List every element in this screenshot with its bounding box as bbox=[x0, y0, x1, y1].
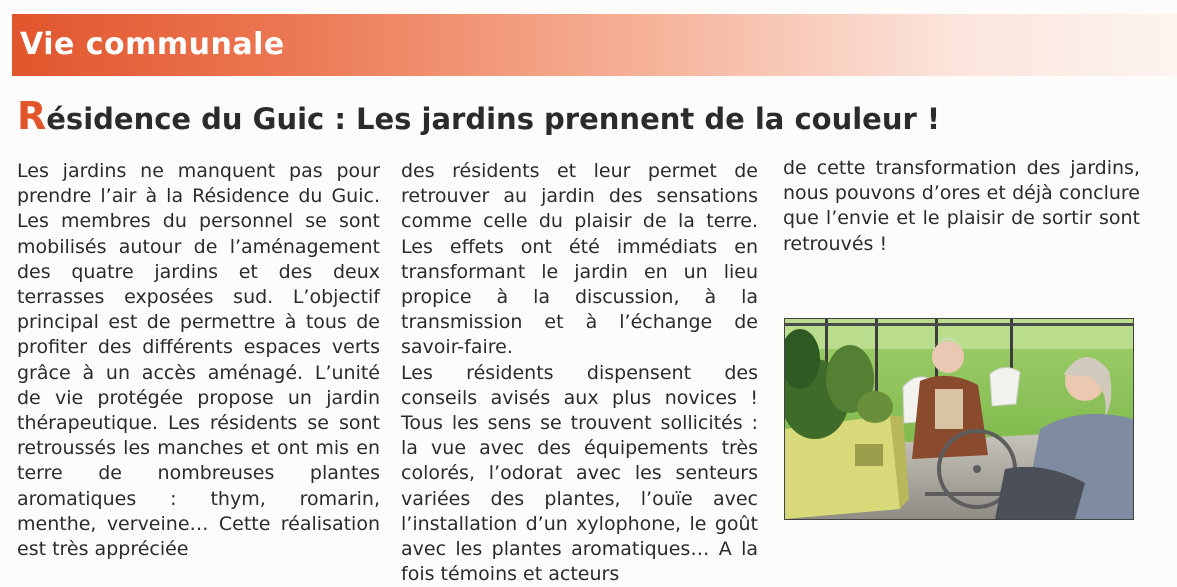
garden-residents-photo bbox=[784, 318, 1134, 520]
headline-drop-letter: R bbox=[17, 94, 47, 138]
article-paragraph: Les résidents dispensent des conseils avisés aux plus novices ! Tous les sens se trouvent sollicités : la vue avec des équipements très colorés, l’odorat avec les senteurs variées des plantes, l’ouïe avec l’installation d’un xylophone, le goût avec les plantes aromatiques… A la fois témoins et acteurs bbox=[401, 361, 758, 586]
article-headline bbox=[17, 94, 940, 138]
article-paragraph: Les jardins ne manquent pas pour prendre l’air à la Résidence du Guic. Les membres du personnel se sont mobilisés autour de l’aménagement des quatre jardins et des deux terrasses exposées sud. L’objectif principal est de permettre à tous de profiter des différents espaces verts grâce à un accès aménagé. L’unité de vie protégée propose un jardin thérapeutique. Les résidents se sont retroussés les manches et ont mis en terre de nombreuses plantes aromatiques : thym, romarin, menthe, verveine… Cette réalisation est très appréciée bbox=[17, 160, 380, 561]
section-header-bar bbox=[12, 14, 1177, 76]
article-column-3 bbox=[783, 156, 1140, 257]
headline-text: ésidence du Guic : Les jardins prennent de la couleur ! bbox=[46, 102, 941, 136]
article-column-1 bbox=[17, 159, 380, 562]
article-column-2 bbox=[401, 159, 758, 587]
article-paragraph: de cette transformation des jardins, nous pouvons d’ores et déjà conclure que l’envie et le plaisir de sortir sont retrouvés ! bbox=[783, 157, 1140, 255]
article-paragraph: des résidents et leur permet de retrouver au jardin des sensations comme celle du plaisir de la terre. Les effets ont été immédiats en transformant le jardin en un lieu propice à la discussion, à la transmission et à l’échange de savoir-faire. bbox=[401, 160, 758, 359]
section-title: Vie communale bbox=[20, 27, 285, 62]
